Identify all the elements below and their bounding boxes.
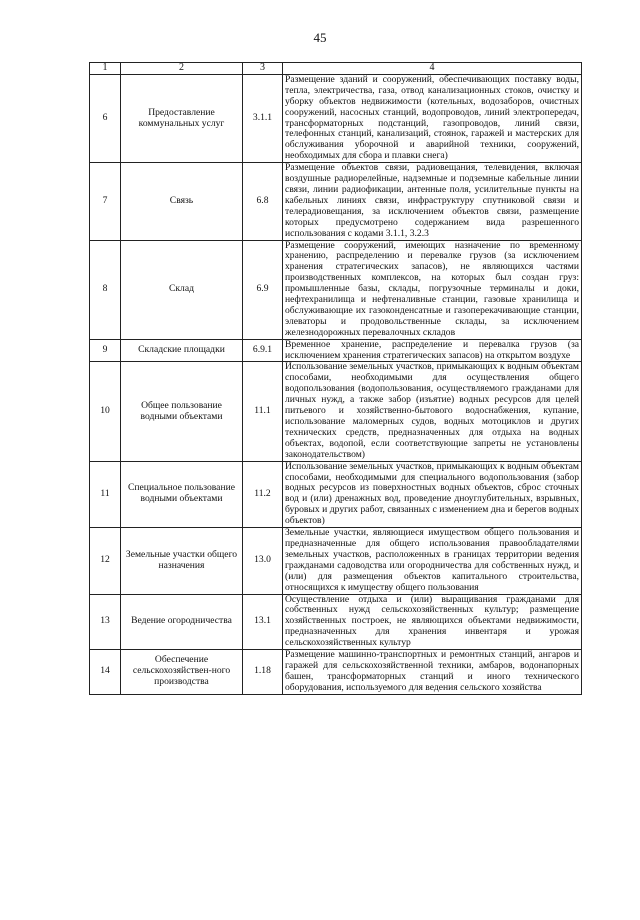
table-row [90,650,582,695]
use-code: 6.8 [243,163,283,240]
row-number: 8 [90,240,121,339]
use-code: 6.9.1 [243,339,283,362]
use-code: 1.18 [243,650,283,695]
table-row [90,163,582,240]
table-row [90,461,582,527]
use-description: Размещение сооружений, имеющих назначение по временному хранению, распределению и перевалке грузов (за исключением хранения стратегических запасов), не являющихся частями производственных комплексов, на которых был создан груз: промышленные базы, склады, погрузочные терминалы и доки, нефтехранилища и нефтеналивные станции, газовые хранилища и обслуживающие их газоконденсатные и газоперекачивающие станции, элеваторы и продовольственные склады, за исключением железнодорожных перевалочных складов [283,240,582,339]
table-row [90,74,582,162]
use-description: Использование земельных участков, примыкающих к водным объектам способами, необходимыми для специального водопользования (забор водных ресурсов из поверхностных водных объектов, сброс сточных вод и (или) дренажных вод, проведение дноуглубительных, взрывных, буровых и других работ, связанных с изменением дна и берегов водных объектов) [283,461,582,527]
use-name: Земельные участки общего назначения [121,528,243,594]
use-description: Временное хранение, распределение и перевалка грузов (за исключением хранения стратегических запасов) на открытом воздухе [283,339,582,362]
use-name: Предоставление коммунальных услуг [121,74,243,162]
land-use-table [89,62,582,695]
column-header: 4 [283,63,582,75]
use-description: Размещение объектов связи, радиовещания, телевидения, включая воздушные радиорелейные, надземные и подземные кабельные линии связи, линии радиофикации, антенные поля, усилительные пункты на кабельных линиях связи, инфраструктуру спутниковой связи и телерадиовещания, за исключением объектов связи, размещение которых предусмотрено содержанием вида разрешенного использования с кодами 3.1.1, 3.2.3 [283,163,582,240]
table-row [90,594,582,650]
use-name: Обеспечение сельскохозяйствен-ного производства [121,650,243,695]
table-row [90,240,582,339]
table-row [90,339,582,362]
use-description: Осуществление отдыха и (или) выращивания гражданами для собственных нужд сельскохозяйственных культур; размещение хозяйственных построек, не являющихся объектами недвижимости, предназначенных для хранения инвентаря и урожая сельскохозяйственных культур [283,594,582,650]
use-code: 3.1.1 [243,74,283,162]
use-name: Специальное пользование водными объектами [121,461,243,527]
use-code: 13.1 [243,594,283,650]
use-code: 13.0 [243,528,283,594]
column-header: 1 [90,63,121,75]
use-code: 11.2 [243,461,283,527]
row-number: 13 [90,594,121,650]
use-name: Склад [121,240,243,339]
use-description: Размещение машинно-транспортных и ремонтных станций, ангаров и гаражей для сельскохозяйственной техники, амбаров, водонапорных башен, трансформаторных станций и иного технического оборудования, используемого для ведения сельского хозяйства [283,650,582,695]
use-name: Общее пользование водными объектами [121,362,243,461]
column-header: 2 [121,63,243,75]
use-name: Складские площадки [121,339,243,362]
row-number: 6 [90,74,121,162]
use-name: Связь [121,163,243,240]
use-code: 6.9 [243,240,283,339]
column-header: 3 [243,63,283,75]
row-number: 7 [90,163,121,240]
row-number: 9 [90,339,121,362]
table-row [90,528,582,594]
row-number: 12 [90,528,121,594]
use-description: Земельные участки, являющиеся имуществом общего пользования и предназначенные для общего использования правообладателями земельных участков, расположенных в границах территории ведения гражданами садоводства или огородничества для собственных нужд, и (или) для размещения объектов капитального строительства, относящихся к имуществу общего пользования [283,528,582,594]
use-description: Размещение зданий и сооружений, обеспечивающих поставку воды, тепла, электричества, газа, отвод канализационных стоков, очистку и уборку объектов недвижимости (котельных, водозаборов, очистных сооружений, насосных станций, водопроводов, линий электропередач, трансформаторных подстанций, газопроводов, линий связи, телефонных станций, канализаций, стоянок, гаражей и мастерских для обслуживания уборочной и аварийной техники, сооружений, необходимых для сбора и плавки снега) [283,74,582,162]
table-row [90,362,582,461]
use-description: Использование земельных участков, примыкающих к водным объектам способами, необходимыми для осуществления общего водопользования (водопользования, осуществляемого гражданами для личных нужд, а также забор (изъятие) водных ресурсов для целей питьевого и хозяйственно-бытового водоснабжения, купание, использование маломерных судов, водных мотоциклов и других технических средств, предназначенных для отдыха на водных объектах, водопой, если соответствующие запреты не установлены законодательством) [283,362,582,461]
row-number: 11 [90,461,121,527]
page-number: 45 [313,30,327,45]
row-number: 10 [90,362,121,461]
use-name: Ведение огородничества [121,594,243,650]
use-code: 11.1 [243,362,283,461]
row-number: 14 [90,650,121,695]
header-row [90,63,582,75]
